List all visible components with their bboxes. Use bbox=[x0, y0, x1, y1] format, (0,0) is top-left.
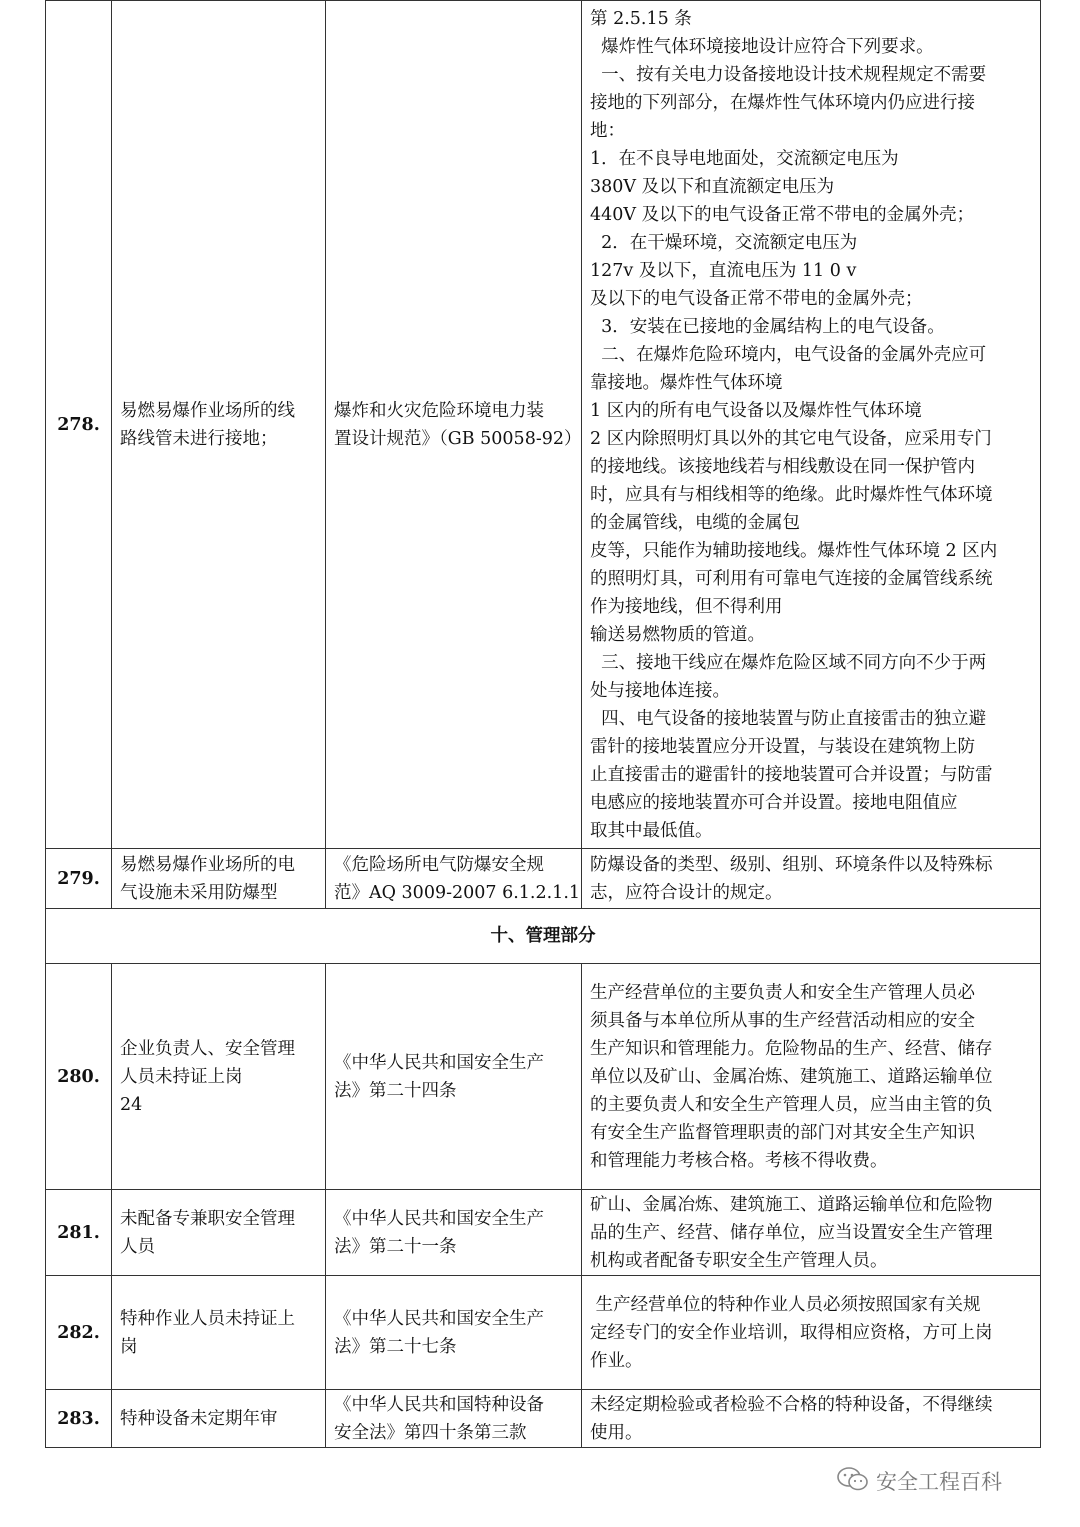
wechat-icon bbox=[836, 1466, 870, 1497]
watermark-text: 安全工程百科 bbox=[876, 1470, 1002, 1494]
table-row-278 bbox=[46, 1, 1041, 849]
text-line: 接地的下列部分，在爆炸性气体环境内仍应进行接 bbox=[590, 92, 975, 113]
text-line: 志，应符合设计的规定。 bbox=[590, 882, 783, 903]
text-line: 作为接地线，但不得利用 bbox=[590, 596, 783, 617]
table-row-282 bbox=[46, 1276, 1041, 1390]
text-line: 爆炸性气体环境接地设计应符合下列要求。 bbox=[590, 36, 934, 57]
text-line: 一、按有关电力设备接地设计技术规程规定不需要 bbox=[590, 64, 987, 85]
text-line: 使用。 bbox=[590, 1422, 643, 1443]
text-line: 作业。 bbox=[590, 1350, 643, 1371]
row-number: 283. bbox=[46, 1390, 112, 1448]
basis-cell bbox=[326, 1390, 582, 1448]
text-line: 人员 bbox=[120, 1236, 155, 1257]
text-line: 特种设备未定期年审 bbox=[120, 1408, 278, 1429]
text-line: 的主要负责人和安全生产管理人员，应当由主管的负 bbox=[590, 1094, 993, 1115]
text-line: 企业负责人、安全管理 bbox=[120, 1038, 295, 1059]
text-line: 2 区内除照明灯具以外的其它电气设备，应采用专门 bbox=[590, 428, 992, 449]
text-line: 防爆设备的类型、级别、组别、环境条件以及特殊标 bbox=[590, 854, 993, 875]
text-line: 的照明灯具，可利用有可靠电气连接的金属管线系统 bbox=[590, 568, 993, 589]
text-line: 须具备与本单位所从事的生产经营活动相应的安全 bbox=[590, 1010, 975, 1031]
text-line: 三、接地干线应在爆炸危险区域不同方向不少于两 bbox=[590, 652, 987, 673]
basis-cell bbox=[326, 849, 582, 909]
content-cell bbox=[582, 1276, 1041, 1390]
text-line: 《中华人民共和国安全生产 bbox=[334, 1052, 544, 1073]
text-line: 《中华人民共和国特种设备 bbox=[334, 1394, 544, 1415]
row-number: 280. bbox=[46, 964, 112, 1190]
text-line: 及以下的电气设备正常不带电的金属外壳； bbox=[590, 288, 923, 309]
text-line: 处与接地体连接。 bbox=[590, 680, 730, 701]
text-line: 置设计规范》（GB 50058-92） bbox=[334, 428, 582, 449]
content-cell bbox=[582, 849, 1041, 909]
row-number: 282. bbox=[46, 1276, 112, 1390]
text-line: 法》第二十七条 bbox=[334, 1336, 457, 1357]
text-line: 380V 及以下和直流额定电压为 bbox=[590, 176, 835, 197]
text-line: 靠接地。爆炸性气体环境 bbox=[590, 372, 783, 393]
content-cell bbox=[582, 964, 1041, 1190]
basis-cell bbox=[326, 1, 582, 849]
text-line: 单位以及矿山、金属冶炼、建筑施工、道路运输单位 bbox=[590, 1066, 993, 1087]
text-line: 雷针的接地装置应分开设置，与装设在建筑物上防 bbox=[590, 736, 975, 757]
text-line: 四、电气设备的接地装置与防止直接雷击的独立避 bbox=[590, 708, 987, 729]
text-line: 未配备专兼职安全管理 bbox=[120, 1208, 295, 1229]
text-line: 生产经营单位的特种作业人员必须按照国家有关规 bbox=[590, 1294, 981, 1315]
row-number: 279. bbox=[46, 849, 112, 909]
text-line: 气设施未采用防爆型 bbox=[120, 882, 278, 903]
content-cell bbox=[582, 1390, 1041, 1448]
regulation-table bbox=[45, 0, 1041, 1448]
text-line: 有安全生产监督管理职责的部门对其安全生产知识 bbox=[590, 1122, 975, 1143]
text-line: 《危险场所电气防爆安全规 bbox=[334, 854, 544, 875]
issue-cell bbox=[112, 1190, 326, 1276]
issue-cell bbox=[112, 964, 326, 1190]
table-row-281 bbox=[46, 1190, 1041, 1276]
table-row-283 bbox=[46, 1390, 1041, 1448]
text-line: 24 bbox=[120, 1094, 143, 1115]
section-title: 十、管理部分 bbox=[46, 909, 1041, 964]
text-line: 品的生产、经营、储存单位，应当设置安全生产管理 bbox=[590, 1222, 993, 1243]
content-cell bbox=[582, 1, 1041, 849]
text-line: 生产经营单位的主要负责人和安全生产管理人员必 bbox=[590, 982, 975, 1003]
text-line: 的接地线。该接地线若与相线敷设在同一保护管内 bbox=[590, 456, 975, 477]
text-line: 取其中最低值。 bbox=[590, 820, 713, 841]
text-line: 电感应的接地装置亦可合并设置。接地电阻值应 bbox=[590, 792, 958, 813]
text-line: 和管理能力考核合格。考核不得收费。 bbox=[590, 1150, 888, 1171]
text-line: 矿山、金属冶炼、建筑施工、道路运输单位和危险物 bbox=[590, 1194, 993, 1215]
section-row bbox=[46, 909, 1041, 964]
basis-cell bbox=[326, 1276, 582, 1390]
table-row-280 bbox=[46, 964, 1041, 1190]
row-number: 278. bbox=[46, 1, 112, 849]
text-line: 路线管未进行接地； bbox=[120, 428, 278, 449]
text-line: 地： bbox=[590, 120, 625, 141]
text-line: 3．安装在已接地的金属结构上的电气设备。 bbox=[590, 316, 945, 337]
text-line: 440V 及以下的电气设备正常不带电的金属外壳； bbox=[590, 204, 975, 225]
issue-cell bbox=[112, 849, 326, 909]
text-line: 机构或者配备专职安全生产管理人员。 bbox=[590, 1250, 888, 1271]
text-line: 《中华人民共和国安全生产 bbox=[334, 1308, 544, 1329]
text-line: 易燃易爆作业场所的线 bbox=[120, 400, 295, 421]
text-line: 止直接雷击的避雷针的接地装置可合并设置；与防雷 bbox=[590, 764, 993, 785]
text-line: 输送易燃物质的管道。 bbox=[590, 624, 765, 645]
text-line: 法》第二十一条 bbox=[334, 1236, 457, 1257]
text-line: 的金属管线，电缆的金属包 bbox=[590, 512, 800, 533]
issue-cell bbox=[112, 1390, 326, 1448]
issue-cell bbox=[112, 1, 326, 849]
basis-cell bbox=[326, 964, 582, 1190]
text-line: 未经定期检验或者检验不合格的特种设备，不得继续 bbox=[590, 1394, 993, 1415]
text-line: 127v 及以下，直流电压为 11 0 v bbox=[590, 260, 857, 281]
text-line: 生产知识和管理能力。危险物品的生产、经营、储存 bbox=[590, 1038, 993, 1059]
text-line: 人员未持证上岗 bbox=[120, 1066, 243, 1087]
issue-cell bbox=[112, 1276, 326, 1390]
text-line: 范》AQ 3009-2007 6.1.2.1.1 bbox=[334, 882, 581, 903]
text-line: 2．在干燥环境，交流额定电压为 bbox=[590, 232, 858, 253]
text-line: 第 2.5.15 条 bbox=[590, 8, 692, 29]
text-line: 特种作业人员未持证上 bbox=[120, 1308, 295, 1329]
text-line: 爆炸和火灾危险环境电力装 bbox=[334, 400, 544, 421]
text-line: 1．在不良导电地面处，交流额定电压为 bbox=[590, 148, 899, 169]
basis-cell bbox=[326, 1190, 582, 1276]
row-number: 281. bbox=[46, 1190, 112, 1276]
text-line: 易燃易爆作业场所的电 bbox=[120, 854, 295, 875]
text-line: 《中华人民共和国安全生产 bbox=[334, 1208, 544, 1229]
text-line: 岗 bbox=[120, 1336, 138, 1357]
table-row-279 bbox=[46, 849, 1041, 909]
text-line: 安全法》第四十条第三款 bbox=[334, 1422, 527, 1443]
text-line: 皮等，只能作为辅助接地线。爆炸性气体环境 2 区内 bbox=[590, 540, 998, 561]
text-line: 二、在爆炸危险环境内，电气设备的金属外壳应可 bbox=[590, 344, 987, 365]
content-cell bbox=[582, 1190, 1041, 1276]
watermark bbox=[836, 1466, 1002, 1496]
text-line: 定经专门的安全作业培训，取得相应资格，方可上岗 bbox=[590, 1322, 993, 1343]
text-line: 时，应具有与相线相等的绝缘。此时爆炸性气体环境 bbox=[590, 484, 993, 505]
text-line: 1 区内的所有电气设备以及爆炸性气体环境 bbox=[590, 400, 922, 421]
text-line: 法》第二十四条 bbox=[334, 1080, 457, 1101]
